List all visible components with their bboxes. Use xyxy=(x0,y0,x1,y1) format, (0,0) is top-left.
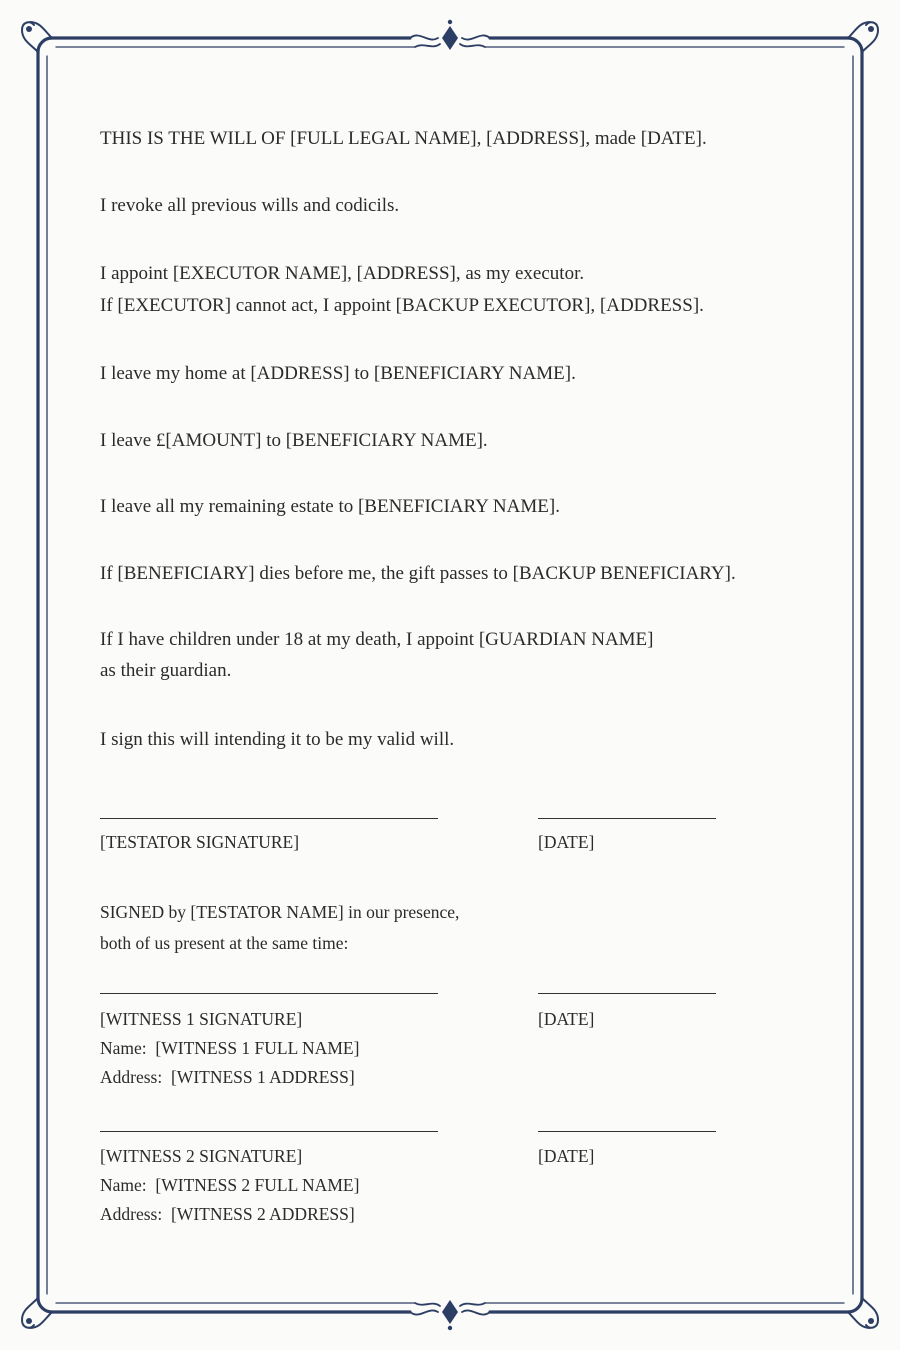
testator-date-line[interactable] xyxy=(538,818,716,819)
witness-2-address-label: Address: xyxy=(100,1204,163,1224)
witness-1-address-row xyxy=(100,1066,355,1088)
witness-2-name-label: Name: xyxy=(100,1175,147,1195)
witness-2-date-label: [DATE] xyxy=(538,1146,595,1166)
revocation-clause: I revoke all previous wills and codicils. xyxy=(100,195,400,216)
witness-1-address-value: [WITNESS 1 ADDRESS] xyxy=(170,1067,355,1087)
home-gift-clause: I leave my home at [ADDRESS] to [BENEFICIARY NAME]. xyxy=(100,363,576,384)
attestation-line-2: both of us present at the same time: xyxy=(100,933,349,953)
testator-signature-line[interactable] xyxy=(100,818,438,819)
witness-1-name-value: [WITNESS 1 FULL NAME] xyxy=(155,1038,360,1058)
executor-clause-line-2: If [EXECUTOR] cannot act, I appoint [BACKUP EXECUTOR], [ADDRESS]. xyxy=(100,295,704,316)
witness-1-name-row xyxy=(100,1037,359,1059)
attestation-line-1: SIGNED by [TESTATOR NAME] in our presence, xyxy=(100,902,460,922)
guardian-clause-line-1: If I have children under 18 at my death, I appoint [GUARDIAN NAME] xyxy=(100,629,654,650)
executor-clause-line-1: I appoint [EXECUTOR NAME], [ADDRESS], as my executor. xyxy=(100,263,585,284)
witness-2-name-value: [WITNESS 2 FULL NAME] xyxy=(155,1175,360,1195)
witness-1-date-line[interactable] xyxy=(538,993,716,994)
witness-2-address-row xyxy=(100,1203,355,1225)
witness-2-date-line[interactable] xyxy=(538,1131,716,1132)
witness-1-date-label: [DATE] xyxy=(538,1009,595,1029)
residue-clause: I leave all my remaining estate to [BENEFICIARY NAME]. xyxy=(100,496,560,517)
witness-1-address-label: Address: xyxy=(100,1067,163,1087)
witness-2-signature-label: [WITNESS 2 SIGNATURE] xyxy=(100,1146,303,1166)
testator-signature-label: [TESTATOR SIGNATURE] xyxy=(100,832,300,852)
witness-2-address-value: [WITNESS 2 ADDRESS] xyxy=(170,1204,355,1224)
intent-clause: I sign this will intending it to be my valid will. xyxy=(100,729,455,750)
guardian-clause-line-2: as their guardian. xyxy=(100,660,232,681)
substitution-clause: If [BENEFICIARY] dies before me, the gift passes to [BACKUP BENEFICIARY]. xyxy=(100,563,736,584)
testator-date-label: [DATE] xyxy=(538,832,595,852)
witness-1-signature-label: [WITNESS 1 SIGNATURE] xyxy=(100,1009,303,1029)
witness-2-name-row xyxy=(100,1174,359,1196)
witness-2-signature-line[interactable] xyxy=(100,1131,438,1132)
amount-gift-clause: I leave £[AMOUNT] to [BENEFICIARY NAME]. xyxy=(100,430,488,451)
will-opening: THIS IS THE WILL OF [FULL LEGAL NAME], [ADDRESS], made [DATE]. xyxy=(100,128,707,149)
witness-1-name-label: Name: xyxy=(100,1038,147,1058)
witness-1-signature-line[interactable] xyxy=(100,993,438,994)
